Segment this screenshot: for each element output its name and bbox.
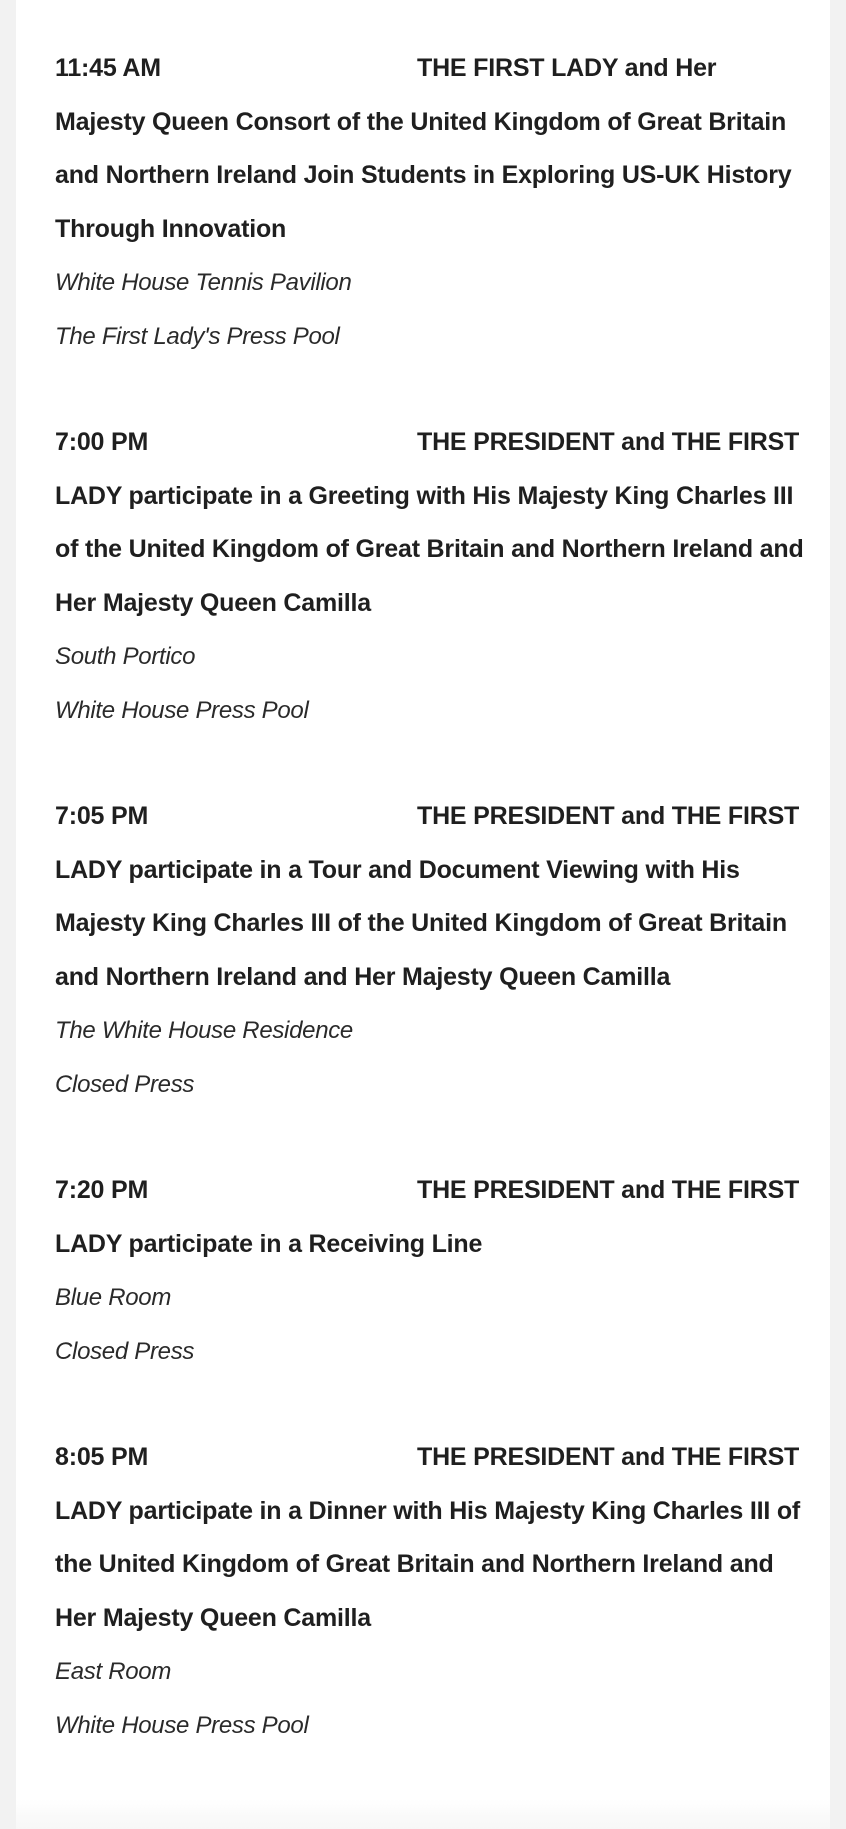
entry-description: THE PRESIDENT and THE FIRST LADY participate in a Dinner with His Majesty King Charles III of the United Kingdom of Great Britain and Northern Ireland and Her Majesty Queen Camilla <box>55 1443 801 1632</box>
schedule-page <box>16 0 830 1829</box>
entry-description: THE PRESIDENT and THE FIRST LADY participate in a Receiving Line <box>55 1176 800 1258</box>
bottom-fade <box>16 1799 830 1829</box>
entry-time: 7:05 PM <box>55 802 149 830</box>
entry-time: 11:45 AM <box>55 54 161 82</box>
entry-press: The First Lady's Press Pool <box>55 322 340 350</box>
entry-location: Blue Room <box>55 1284 172 1311</box>
entry-description: THE FIRST LADY and Her Majesty Queen Consort of the United Kingdom of Great Britain and Northern Ireland Join Students in Exploring US-UK History Through Innovation <box>55 54 792 243</box>
entry-headline <box>55 42 810 256</box>
schedule-entry <box>55 416 810 737</box>
entry-location: White House Tennis Pavilion <box>55 269 352 296</box>
schedule-entry <box>55 42 810 363</box>
entry-headline <box>55 1164 810 1271</box>
entry-headline <box>55 790 810 1004</box>
entry-time: 8:05 PM <box>55 1443 149 1471</box>
entry-press: Closed Press <box>55 1337 195 1365</box>
schedule-entry <box>55 1431 810 1752</box>
entry-location: East Room <box>55 1658 172 1685</box>
entry-press: White House Press Pool <box>55 1711 309 1739</box>
entry-location: South Portico <box>55 643 196 670</box>
entry-time: 7:20 PM <box>55 1176 149 1204</box>
entry-press: Closed Press <box>55 1070 195 1098</box>
entry-description: THE PRESIDENT and THE FIRST LADY participate in a Greeting with His Majesty King Charles III of the United Kingdom of Great Britain and Northern Ireland and Her Majesty Queen Camilla <box>55 428 804 617</box>
schedule-entry <box>55 790 810 1111</box>
entry-description: THE PRESIDENT and THE FIRST LADY participate in a Tour and Document Viewing with His Majesty King Charles III of the United Kingdom of Great Britain and Northern Ireland and Her Majesty Queen Camilla <box>55 802 800 991</box>
entry-press: White House Press Pool <box>55 696 309 724</box>
entry-location: The White House Residence <box>55 1017 353 1044</box>
entry-headline <box>55 1431 810 1645</box>
schedule-entry <box>55 1164 810 1378</box>
entry-time: 7:00 PM <box>55 428 149 456</box>
entry-headline <box>55 416 810 630</box>
